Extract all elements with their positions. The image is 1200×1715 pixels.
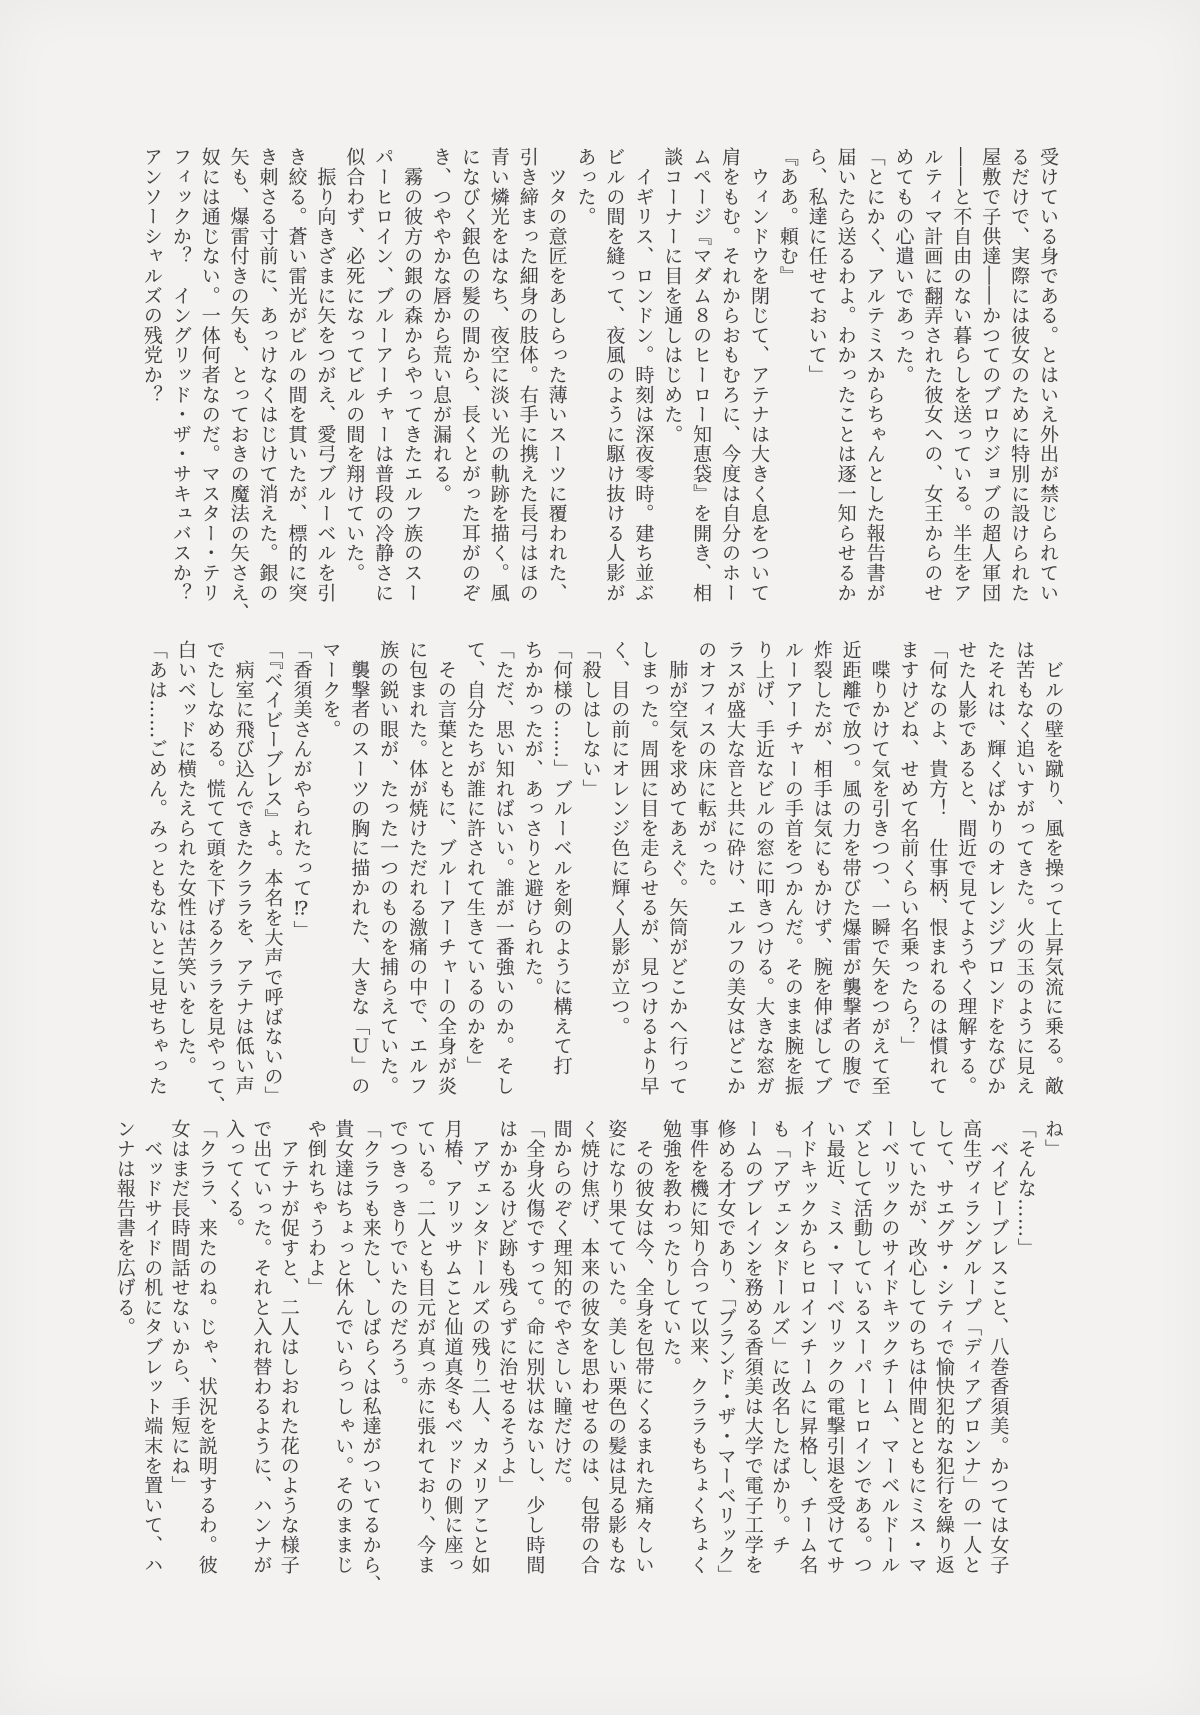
text-line: ら、私達に任せておいて」 (805, 147, 828, 385)
text-line: 「クララ、来たのね。じゃ、状況を説明するわ。彼 (195, 1119, 218, 1575)
text-line: く焼け焦げ、本来の彼女を思わせるのは、包帯の合 (577, 1119, 600, 1575)
text-line: 喋りかけて気を引きつつ、一瞬で矢をつがえて至 (868, 640, 891, 1096)
text-line: その彼女は今、全身を包帯にくるまれた痛々しい (632, 1119, 655, 1575)
text-line: 事件を機に知り合って以来、クララもちょくちょく (687, 1119, 710, 1575)
text-line: ――と不自由のない暮らしを送っている。半生をア (950, 147, 973, 603)
text-line: その言葉とともに、ブルーアーチャーの全身が炎 (434, 640, 457, 1096)
text-line: き絞る。蒼い雷光がビルの間を貫いたが、標的に突 (285, 147, 308, 603)
text-line: 振り向きざまに矢をつがえ、愛弓ブルーベルを引 (314, 147, 337, 603)
text-line: 矢も、爆雷付きの矢も、とっておきの魔法の矢さえ、 (227, 147, 250, 623)
text-line: 「何様の……」ブルーベルを剣のように構えて打 (550, 640, 573, 1076)
text-line: 引き締まった細身の肢体。右手に携えた長弓はほの (516, 147, 539, 603)
text-line: ますけどね、せめて名前くらい名乗ったら？」 (897, 640, 920, 1056)
text-line: 霧の彼方の銀の森からやってきたエルフ族のスー (401, 147, 424, 603)
text-line: でたしなめる。慌てて頭を下げるクララを見やって、 (203, 640, 226, 1116)
text-line: めてもの心遣いであった。 (892, 147, 915, 385)
text-line: 『ああ。頼む』 (776, 147, 799, 286)
text-line: 届いたら送るわよ。わかったことは逐一知らせるか (834, 147, 857, 603)
text-line: に包まれた。体が焼けただれる激痛の中で、エルフ (406, 640, 429, 1096)
text-line: 奴には通じない。一体何者なのだ。マスター・テリ (198, 147, 221, 603)
text-line: 屋敷で子供達――かつてのブロウジョブの超人軍団 (979, 147, 1002, 603)
text-line: ームのブレインを務める香須美は大学で電子工学を (741, 1119, 764, 1575)
text-line: アテナが促すと、二人はしおれた花のような様子 (277, 1119, 300, 1575)
text-line: はかかるけど跡も残らずに治せるそうよ」 (496, 1119, 519, 1496)
text-line: 襲撃者のスーツの胸に描かれた、大きな「Ｕ」の (348, 640, 371, 1096)
text-line: ラスが盛大な音と共に砕け、エルフの美女はどこか (724, 640, 747, 1096)
text-line: 受けている身である。とはいえ外出が禁じられてい (1037, 147, 1059, 603)
text-line: 高生ヴィラングループ「ディアブロンナ」の一人と (960, 1119, 983, 1575)
text-line: して、サエグサ・シティで愉快犯的な犯行を繰り返 (932, 1119, 955, 1575)
text-line: 貴女達はちょっと休んでいらっしゃい。そのままじ (332, 1119, 355, 1575)
text-line: 「『ベイビーブレス』よ。本名を大声で呼ばないの」 (261, 640, 284, 1106)
text-line: 「香須美さんがやられたって⁉」 (290, 640, 313, 940)
text-line: せた人影であると、間近で見てようやく理解する。 (955, 640, 978, 1096)
text-line: しまった。周囲に目を走らせるが、見つけるより早 (637, 640, 660, 1096)
text-line: ちかかったが、あっさりと避けられた。 (521, 640, 544, 997)
text-line: あった。 (574, 147, 597, 227)
text-line: 談コーナーに目を通しはじめた。 (661, 147, 684, 444)
text-line: い最近、ミス・マーベリックの電撃引退を受けてサ (823, 1119, 846, 1575)
text-line: のオフィスの床に転がった。 (695, 640, 718, 898)
text-line: ウィンドウを閉じて、アテナは大きく息をついて (747, 147, 770, 603)
text-line: 入ってくる。 (223, 1119, 246, 1238)
text-line: 月椿、アリッサムこと仙道真冬もベッドの側に座っ (441, 1119, 464, 1575)
text-line: ビルの壁を蹴り、風を操って上昇気流に乗る。敵 (1042, 640, 1064, 1096)
text-line: 勉強を教わったりしていた。 (659, 1119, 682, 1377)
text-line: 「あは……ごめん。みっともないとこ見せちゃった (145, 640, 168, 1096)
text-line: していたが、改心してのちは仲間とともにミス・マ (905, 1119, 928, 1575)
text-line: でつきっきりでいたのだろう。 (386, 1119, 409, 1397)
text-line: になびく銀色の髪の間から、長くとがった耳がのぞ (458, 147, 481, 603)
text-line: 「殺しはしない」 (579, 640, 602, 799)
text-line: 間からのぞく理知的でやさしい瞳だけだ。 (550, 1119, 573, 1496)
text-line: 「そんな……」 (1014, 1119, 1037, 1258)
text-line: 青い燐光をはなち、夜空に淡い光の軌跡を描く。風 (487, 147, 510, 603)
text-line: 近距離で放つ。風の力を帯びた爆雷が襲撃者の腹で (839, 640, 862, 1096)
text-line: ビルの間を縫って、夜風のように駆け抜ける人影が (603, 147, 626, 603)
text-line: 病室に飛び込んできたクララを、アテナは低い声 (232, 640, 255, 1096)
text-line: アンソーシャルズの残党か？ (140, 147, 163, 405)
text-line: も「アヴェンタドールズ」に改名したばかり。チ (769, 1119, 792, 1555)
text-line: 炸裂したが、相手は気にもかけず、腕を伸ばしてブ (810, 640, 833, 1096)
text-line: て、自分たちが誰に許されて生きているのかを」 (463, 640, 486, 1076)
text-line: で出ていった。それと入れ替わるように、ハンナが (250, 1119, 273, 1575)
text-line: マークを。 (319, 640, 342, 739)
text-line: ね」 (1042, 1119, 1064, 1159)
text-line: パーヒロイン、ブルーアーチャーは普段の冷静さに (372, 147, 395, 603)
text-line: イギリス、ロンドン。時刻は深夜零時。建ち並ぶ (632, 147, 655, 603)
text-line: 女はまだ長時間話せないから、手短にね」 (168, 1119, 191, 1496)
text-line: 「クララも来たし、しばらくは私達がついてるから、 (359, 1119, 382, 1595)
text-line: 肺が空気を求めてあえぐ。矢筒がどこかへ行って (666, 640, 689, 1096)
text-line: フィックか？ イングリッド・ザ・サキュバスか？ (169, 147, 192, 603)
text-line: 「とにかく、アルテミスからちゃんとした報告書が (863, 147, 886, 603)
text-line: ベッドサイドの机にタブレット端末を置いて、ハ (141, 1119, 164, 1575)
text-line: り上げ、手近なビルの窓に叩きつける。大きな窓ガ (752, 640, 775, 1096)
text-block-middle (142, 640, 1067, 1116)
text-line: は苦もなく追いすがってきた。火の玉のように見え (1013, 640, 1036, 1096)
text-line: ルティマ計画に翻弄された彼女への、女王からのせ (921, 147, 944, 603)
text-line: 「何なのよ、貴方！ 仕事柄、恨まれるのは慣れて (926, 640, 949, 1096)
text-line: たそれは、輝くばかりのオレンジブロンドをなびか (984, 640, 1007, 1096)
text-line: ベイビーブレスこと、八巻香須美。かつては女子 (987, 1119, 1010, 1575)
text-line: イドキックからヒロインチームに昇格し、チーム名 (796, 1119, 819, 1575)
text-line: 修める才女であり、「ブランド・ザ・マーベリック」 (714, 1119, 737, 1585)
text-line: ている。二人とも目元が真っ赤に張れており、今ま (414, 1119, 437, 1575)
text-line: 似合わず、必死になってビルの間を翔けていた。 (343, 147, 366, 583)
text-line: ーベリックのサイドキックチーム、マーベルドール (878, 1119, 901, 1575)
text-line: 「全身火傷ですって。命に別状はないし、少し時間 (523, 1119, 546, 1575)
text-line: き、つややかな唇から荒い息が漏れる。 (429, 147, 452, 504)
text-line: ルーアーチャーの手首をつかんだ。そのまま腕を振 (781, 640, 804, 1096)
text-line: き刺さる寸前に、あっけなくはじけて消えた。銀の (256, 147, 279, 603)
text-line: く、目の前にオレンジ色に輝く人影が立つ。 (608, 640, 631, 1036)
text-block-top (137, 147, 1062, 623)
text-line: るだけで、実際には彼女のために特別に設けられた (1008, 147, 1031, 603)
text-line: 白いベッドに横たえられた女性は苦笑いをした。 (174, 640, 197, 1076)
text-line: 肩をもむ。それからおもむろに、今度は自分のホー (719, 147, 742, 603)
text-line: や倒れちゃうわよ」 (304, 1119, 327, 1298)
text-line: 「ただ、思い知ればいい。誰が一番強いのか。そし (492, 640, 515, 1096)
text-line: 族の鋭い眼が、たった一つのものを捕らえていた。 (377, 640, 400, 1096)
text-line: ンナは報告書を広げる。 (113, 1119, 136, 1337)
text-line: 姿になり果てていた。美しい栗色の髪は見る影もな (605, 1119, 628, 1575)
text-line: アヴェンタドールズの残り二人、カメリアこと如 (468, 1119, 491, 1575)
text-line: ムページ『マダム８のヒーロー知恵袋』を開き、相 (690, 147, 713, 603)
text-block-bottom (111, 1119, 1066, 1595)
text-line: ズとして活動しているスーパーヒロインである。つ (850, 1119, 873, 1575)
text-line: ツタの意匠をあしらった薄いスーツに覆われた、 (545, 147, 568, 603)
